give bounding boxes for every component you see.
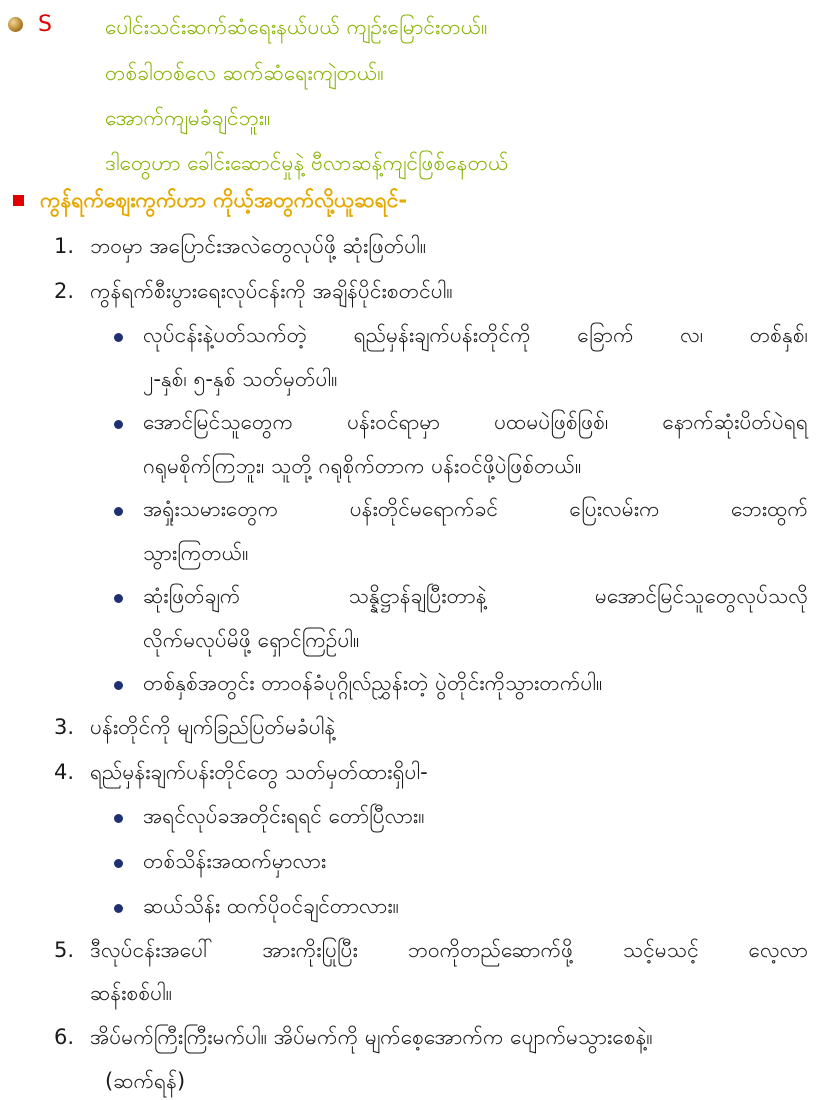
item-number-6: 6. <box>53 1025 74 1049</box>
item-number-2: 2. <box>53 279 74 303</box>
bullet-dot-icon <box>114 420 123 429</box>
item-5-line-2: ဆန်းစစ်ပါ။ <box>90 981 173 1005</box>
header-line-2: တစ်ခါတစ်လေ ဆက်ဆံရေးကျဲတယ်။ <box>105 61 384 85</box>
header-line-3: အောက်ကျမခံချင်ဘူး။ <box>105 106 271 130</box>
bullet-dot-icon <box>114 859 123 868</box>
header-line-4: ဒါတွေဟာ ခေါင်းဆောင်မှုနဲ့ ဗီလာဆန့်ကျင်ဖြစ်နေတယ် <box>105 151 509 175</box>
word: ဘေးထွက် <box>730 497 808 521</box>
bullet-2-1-line-2: ၂-နှစ်၊ ၅-နှစ် သတ်မှတ်ပါ။ <box>143 367 338 391</box>
bullet-2-2-line-2: ဂရုမစိုက်ကြဘူး၊ သူတို့ ဂရုစိုက်တာက ပန်းဝင်ဖို့ပဲဖြစ်တယ်။ <box>143 454 582 478</box>
bullet-dot-icon <box>114 594 123 603</box>
item-number-1: 1. <box>53 234 74 258</box>
bullet-dot-icon <box>114 333 123 342</box>
header-line-1: ပေါင်းသင်းဆက်ဆံရေးနယ်ပယ် ကျဉ်းမြောင်းတယ်။ <box>105 15 488 39</box>
section-heading: ကွန်ရက်ဈေးကွက်ဟာ ကိုယ့်အတွက်လို့ယူဆရင်- <box>40 188 408 212</box>
bullet-ball-icon <box>8 17 23 32</box>
bullet-4-1-text: အရင်လုပ်ခအတိုင်းရရင် တော်ပြီလား။ <box>143 804 425 828</box>
bullet-4-3-text: ဆယ်သိန်း ထက်ပိုဝင်ချင်တာလား။ <box>143 894 400 918</box>
word: ပန်းတိုင်မရောက်ခင် <box>349 497 499 521</box>
bullet-dot-icon <box>114 681 123 690</box>
bullet-4-2-text: တစ်သိန်းအထက်မှာလား <box>143 849 327 873</box>
section-marker: S <box>38 12 52 37</box>
item-4-text: ရည်မှန်းချက်ပန်းတိုင်တွေ သတ်မှတ်ထားရှိပါ- <box>90 760 428 784</box>
bullet-2-5-text: တစ်နှစ်အတွင်း တာဝန်ခံပုဂ္ဂိုလ်ညွှန်းတဲ့ ပွဲတိုင်းကိုသွားတက်ပါ။ <box>143 671 603 695</box>
continued-label: (ဆက်ရန်) <box>105 1069 186 1093</box>
bullet-dot-icon <box>114 904 123 913</box>
word: နောက်ဆုံးပိတ်ပဲရရ <box>662 410 808 434</box>
bullet-dot-icon <box>114 814 123 823</box>
word: ဘဝကိုတည်ဆောက်ဖို့ <box>407 938 574 962</box>
item-number-4: 4. <box>53 760 74 784</box>
word: ပြေးလမ်းက <box>569 497 660 521</box>
item-3-text: ပန်းတိုင်ကို မျက်ခြည်ပြတ်မခံပါနဲ့ <box>90 715 336 739</box>
word: အောင်မြင်သူတွေက <box>143 410 294 434</box>
item-number-3: 3. <box>53 715 74 739</box>
square-bullet-icon <box>13 195 24 206</box>
word: လေ့လာ <box>748 938 808 962</box>
word: သန္နိဋ္ဌာန်ချပြီးတာနဲ့ <box>348 584 487 608</box>
bullet-dot-icon <box>114 507 123 516</box>
bullet-2-3-line-2: သွားကြတယ်။ <box>143 541 249 565</box>
word: ပန်းဝင်ရာမှာ <box>347 410 441 434</box>
word: ဒီလုပ်ငန်းအပေါ် <box>90 938 213 962</box>
bullet-2-4-line-2: လိုက်မလုပ်မိဖို့ ရှောင်ကြဉ်ပါ။ <box>143 628 360 652</box>
bullet-2-3-line-1 <box>143 494 808 524</box>
bullet-2-4-line-1 <box>143 581 808 611</box>
word: တစ်နှစ်၊ <box>749 323 808 347</box>
word: လုပ်ငန်းနဲ့ပတ်သက်တဲ့ <box>143 323 308 347</box>
word: လ၊ <box>680 323 704 347</box>
word: ရည်မှန်းချက်ပန်းတိုင်ကို <box>353 323 531 347</box>
word: အားကိုးပြုပြီး <box>262 938 358 962</box>
item-number-5: 5. <box>53 938 74 962</box>
word: ပထမပဲဖြစ်ဖြစ်၊ <box>494 410 609 434</box>
word: မအောင်မြင်သူတွေလုပ်သလို <box>594 584 808 608</box>
word: အရှုံးသမားတွေက <box>143 497 279 521</box>
item-1-text: ဘဝမှာ အပြောင်းအလဲတွေလုပ်ဖို့ ဆုံးဖြတ်ပါ။ <box>90 234 427 258</box>
word: ခြောက် <box>577 323 634 347</box>
word: ဆုံးဖြတ်ချက် <box>143 584 241 608</box>
item-6-text: အိပ်မက်ကြီးကြီးမက်ပါ။ အိပ်မက်ကို မျက်စေ့အောက်က ပျောက်မသွားစေနဲ့။ <box>90 1025 653 1049</box>
item-2-text: ကွန်ရက်စီးပွားရေးလုပ်ငန်းကို အချိန်ပိုင်းစတင်ပါ။ <box>90 279 453 303</box>
bullet-2-2-line-1 <box>143 407 808 437</box>
bullet-2-1-line-1 <box>143 320 808 350</box>
item-5-line-1 <box>90 935 808 965</box>
word: သင့်မသင့် <box>622 938 699 962</box>
